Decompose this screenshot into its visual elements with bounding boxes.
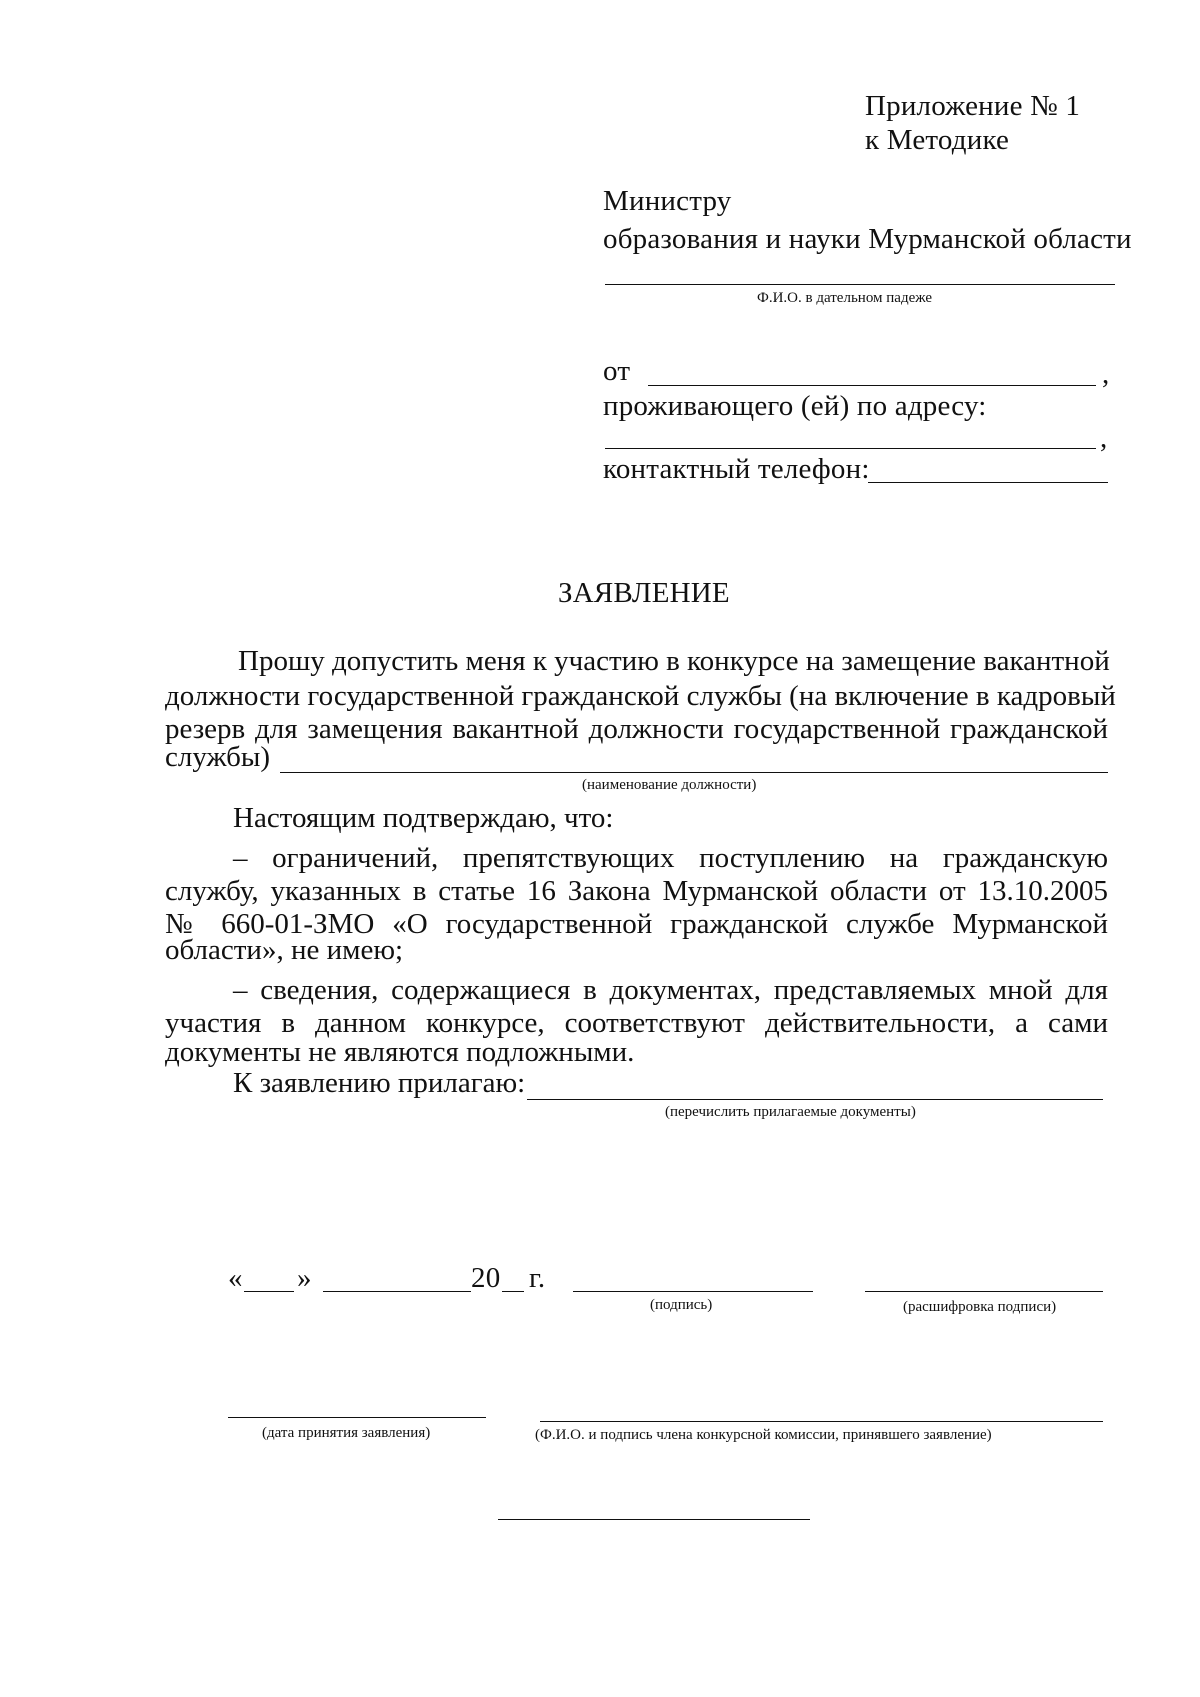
from-label: от [603,355,631,387]
date-year-line[interactable] [502,1291,524,1292]
addressee-minister: Министру [603,185,732,217]
confirm-item2-line-1: – сведения, содержащиеся в документах, представляемых мной для [233,974,1108,1006]
residing-label: проживающего (ей) по адресу: [603,390,987,422]
annex-methodology: к Методике [865,124,1010,156]
date-open-quote: « [228,1262,243,1294]
signature-caption: (подпись) [650,1297,713,1313]
date-close-quote: » [297,1262,312,1294]
position-caption: (наименование должности) [582,777,757,793]
attach-caption: (перечислить прилагаемые документы) [665,1104,916,1120]
annex-number: Приложение № 1 [865,90,1081,122]
signature-decode-line[interactable] [865,1291,1103,1292]
confirm-item2-line-2: участия в данном конкурсе, соответствуют действительности, а сами [165,1007,1108,1039]
request-line-2: должности государственной гражданской службы (на включение в кадровый [165,680,1116,712]
attach-line[interactable] [527,1099,1103,1100]
confirm-item1-line-4: области», не имею; [165,934,404,966]
document-title: ЗАЯВЛЕНИЕ [558,577,730,609]
confirm-item1-line-1: – ограничений, препятствующих поступлению на гражданскую [233,842,1108,874]
position-name-line[interactable] [280,772,1108,773]
addressee-fio-line[interactable] [605,284,1115,285]
acceptance-date-line[interactable] [228,1417,486,1418]
confirm-item2-line-3: документы не являются подложными. [165,1036,635,1068]
addressee-ministry: образования и науки Мурманской области [603,223,1132,255]
request-line-4: службы) [165,741,271,773]
confirm-item1-line-3: № 660-01-ЗМО «О государственной гражданской службе Мурманской [165,908,1108,940]
bottom-separator-line [498,1519,810,1520]
commission-member-line[interactable] [540,1421,1103,1422]
acceptance-date-caption: (дата принятия заявления) [262,1425,431,1441]
phone-line[interactable] [868,482,1108,483]
from-comma: , [1102,358,1110,390]
request-line-1: Прошу допустить меня к участию в конкурсе на замещение вакантной [238,645,1110,677]
date-year-suffix: г. [529,1262,546,1294]
request-line-3: резерв для замещения вакантной должности государственной гражданской [165,713,1108,745]
addressee-fio-caption: Ф.И.О. в дательном падеже [757,290,933,306]
from-name-line[interactable] [648,385,1096,386]
address-comma: , [1100,422,1108,454]
date-day-line[interactable] [244,1291,294,1292]
date-year-prefix: 20 [471,1262,501,1294]
commission-member-caption: (Ф.И.О. и подпись члена конкурсной комиссии, принявшего заявление) [535,1427,992,1443]
confirm-intro: Настоящим подтверждаю, что: [233,802,614,834]
date-month-line[interactable] [323,1291,471,1292]
signature-decode-caption: (расшифровка подписи) [903,1299,1057,1315]
signature-line[interactable] [573,1291,813,1292]
phone-label: контактный телефон: [603,453,870,485]
address-line[interactable] [605,448,1096,449]
confirm-item1-line-2: службу, указанных в статье 16 Закона Мурманской области от 13.10.2005 [165,875,1108,907]
attach-label: К заявлению прилагаю: [233,1067,526,1099]
